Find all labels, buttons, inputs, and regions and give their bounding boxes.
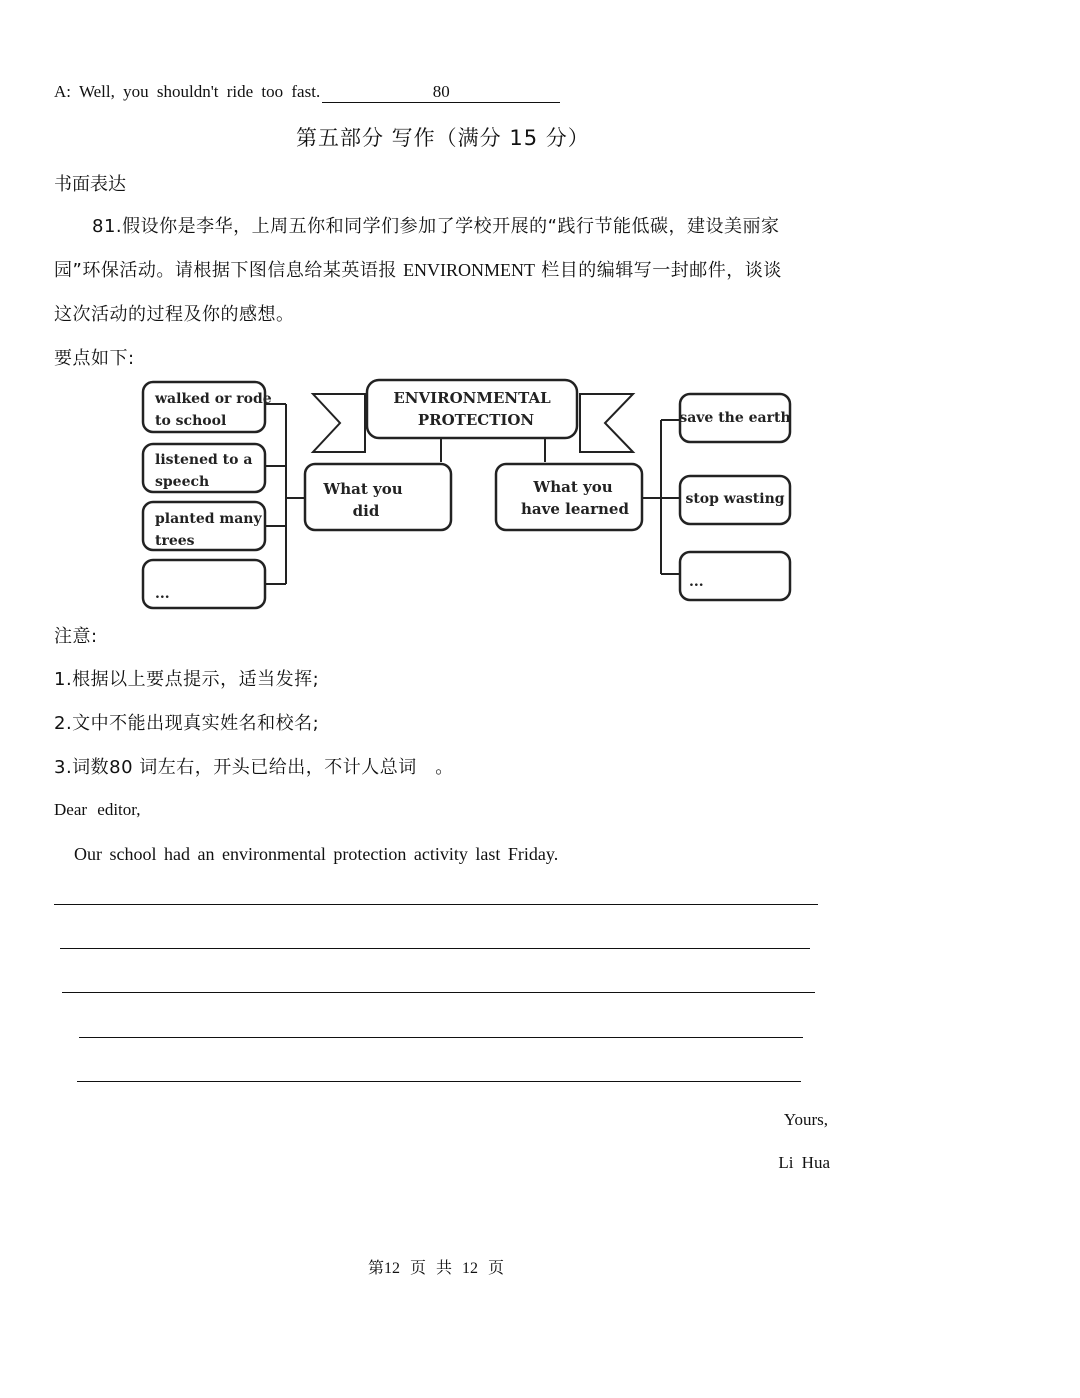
- what-you-did-text-1: What you: [323, 480, 403, 498]
- did-item-4-line-1: ...: [155, 586, 170, 602]
- notes-label: 注意:: [54, 626, 98, 647]
- what-you-learned-text-2: have learned: [521, 500, 629, 518]
- banner-text-1: ENVIRONMENTAL: [393, 389, 551, 407]
- banner-text-2: PROTECTION: [417, 411, 535, 429]
- did-item-2-line-2: speech: [155, 474, 210, 490]
- note-item-1: 1.根据以上要点提示，适当发挥;: [54, 669, 320, 690]
- prompt-line-2c: 栏目的编辑写一封邮件，谈谈: [541, 260, 782, 281]
- writing-line-5[interactable]: [77, 1081, 801, 1082]
- letter-signature: Li Hua: [778, 1153, 830, 1172]
- prompt-line-3: 这次活动的过程及你的感想。: [54, 304, 295, 325]
- banner-ribbon-right: [580, 394, 633, 452]
- answer-blank-80[interactable]: 80: [322, 82, 560, 103]
- prompt-line-2: [54, 256, 782, 282]
- note-item-2: 2.文中不能出现真实姓名和校名;: [54, 713, 320, 734]
- prompt-line-2a: 园”环保活动。请根据下图信息给某英语报: [54, 260, 397, 281]
- writing-line-4[interactable]: [79, 1037, 803, 1038]
- points-label: 要点如下:: [54, 348, 135, 369]
- column-name: ENVIRONMENT: [403, 260, 536, 280]
- question-80-text: A: Well, you shouldn't ride too fast.: [54, 82, 321, 101]
- section-title: 第五部分 写作（满分 15 分）: [296, 126, 590, 150]
- learned-item-3-text: ...: [689, 574, 704, 590]
- subheading: 书面表达: [54, 174, 126, 195]
- banner-ribbon-left: [313, 394, 365, 452]
- letter-greeting: Dear editor,: [54, 800, 141, 819]
- what-you-learned-box: [496, 464, 642, 530]
- did-item-3-line-1: planted many: [155, 511, 262, 527]
- did-item-2-line-1: listened to a: [155, 452, 253, 468]
- did-item-1-line-2: to school: [155, 413, 227, 429]
- prompt-line-1: 81.假设你是李华，上周五你和同学们参加了学校开展的“践行节能低碳，建设美丽家: [92, 216, 780, 237]
- question-80: [54, 82, 560, 103]
- letter-closing: Yours,: [783, 1110, 828, 1129]
- what-you-learned-text-1: What you: [533, 478, 613, 496]
- writing-line-1[interactable]: [54, 904, 818, 905]
- mind-map-diagram: [135, 372, 800, 617]
- writing-line-3[interactable]: [62, 992, 815, 993]
- did-item-3-line-2: trees: [155, 533, 195, 549]
- letter-opening: Our school had an environmental protection activity last Friday.: [74, 844, 559, 864]
- what-you-did-text-2: did: [352, 502, 380, 520]
- learned-item-2-text: stop wasting: [685, 491, 785, 507]
- did-item-1-line-1: walked or rode: [155, 391, 272, 407]
- writing-line-2[interactable]: [60, 948, 810, 949]
- learned-item-1-text: save the earth: [679, 410, 791, 426]
- note-item-3: 3.词数80 词左右，开头已给出，不计人总词 。: [54, 757, 454, 778]
- page-footer: 第12 页 共 12 页: [368, 1260, 505, 1277]
